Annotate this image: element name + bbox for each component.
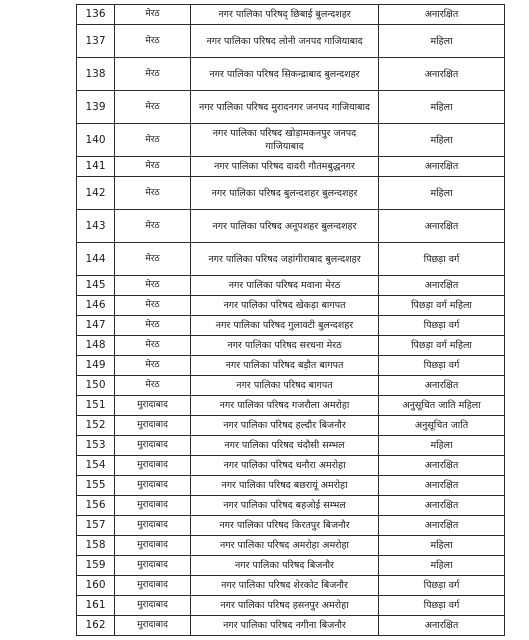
municipality-name-text: नगर पालिका परिषद बड़ौत बागपत [225,360,344,371]
reservation-category-cell: महिला [379,556,505,576]
table-row [77,436,505,456]
row-number-cell: 148 [77,336,115,356]
municipality-name-cell [191,616,379,636]
division-cell: मेरठ [115,91,191,124]
table-row [77,177,505,210]
table-row [77,496,505,516]
table-row [77,416,505,436]
table-row [77,316,505,336]
municipality-name-text: नगर पालिका परिषद गजरौला अमरोहा [219,400,350,411]
municipality-name-cell [191,124,379,157]
table-row [77,210,505,243]
municipality-name-text: नगर पालिका परिषद खोड़ामकनपुर जनपद गाजियाबाद [212,128,357,152]
division-cell: मुरादाबाद [115,396,191,416]
reservation-category-cell: अनारक्षित [379,376,505,396]
table-row [77,536,505,556]
reservation-category-cell: अनुसूचित जाति महिला [379,396,505,416]
municipality-name-cell [191,516,379,536]
row-number-cell: 139 [77,91,115,124]
municipality-name-cell [191,496,379,516]
municipality-name-cell [191,456,379,476]
row-number-cell: 155 [77,476,115,496]
municipality-name-cell [191,243,379,276]
row-number-cell: 146 [77,296,115,316]
row-number-cell: 137 [77,25,115,58]
division-cell: मुरादाबाद [115,576,191,596]
municipality-name-cell [191,58,379,91]
division-cell: मेरठ [115,177,191,210]
municipality-name-text: नगर पालिका परिषद बिजनौर [235,560,334,571]
municipality-name-text: नगर पालिका परिषद नगीना बिजनौर [223,620,346,631]
municipality-name-cell [191,296,379,316]
division-cell: मेरठ [115,376,191,396]
reservation-category-cell: अनारक्षित [379,476,505,496]
reservation-category-cell: अनारक्षित [379,456,505,476]
municipality-name-text: नगर पालिका परिषद मवाना मेरठ [228,280,341,291]
division-cell: मुरादाबाद [115,436,191,456]
reservation-category-cell: महिला [379,536,505,556]
table-row [77,5,505,25]
division-cell: मुरादाबाद [115,536,191,556]
municipality-name-text: नगर पालिका परिषद बहजोई सम्भल [223,500,346,511]
division-cell: मुरादाबाद [115,596,191,616]
division-cell: मेरठ [115,316,191,336]
division-cell: मेरठ [115,5,191,25]
municipality-name-cell [191,416,379,436]
municipality-name-text: नगर पालिका परिषद बछरायूं अमरोहा [221,480,348,491]
division-cell: मुरादाबाद [115,516,191,536]
division-cell: मेरठ [115,58,191,91]
document-page [76,4,504,636]
municipality-name-cell [191,376,379,396]
municipality-name-cell [191,5,379,25]
municipality-name-cell [191,210,379,243]
municipality-name-text: नगर पालिका परिषद शेरकोट बिजनौर [221,580,348,591]
table-row [77,243,505,276]
municipality-name-text: नगर पालिका परिषद मुरादनगर जनपद गाजियाबाद [199,101,370,113]
reservation-category-cell: महिला [379,124,505,157]
reservation-category-cell: अनारक्षित [379,210,505,243]
municipality-name-cell [191,157,379,177]
row-number-cell: 142 [77,177,115,210]
division-cell: मेरठ [115,296,191,316]
table-row [77,58,505,91]
municipality-name-text: नगर पालिका परिषद अमरोहा अमरोहा [220,540,349,551]
table-row [77,616,505,636]
table-row [77,356,505,376]
municipality-name-text: नगर पालिका परिषद सिकन्द्राबाद बुलन्दशहर [209,68,360,80]
division-cell: मुरादाबाद [115,496,191,516]
reservation-category-cell: अनुसूचित जाति [379,416,505,436]
reservation-category-cell: पिछड़ा वर्ग [379,576,505,596]
reservation-category-cell: पिछड़ा वर्ग महिला [379,336,505,356]
row-number-cell: 147 [77,316,115,336]
row-number-cell: 149 [77,356,115,376]
table-row [77,396,505,416]
reservation-category-cell: अनारक्षित [379,496,505,516]
table-row [77,157,505,177]
row-number-cell: 145 [77,276,115,296]
division-cell: मेरठ [115,210,191,243]
row-number-cell: 140 [77,124,115,157]
division-cell: मुरादाबाद [115,456,191,476]
municipality-name-cell [191,436,379,456]
division-cell: मुरादाबाद [115,416,191,436]
row-number-cell: 138 [77,58,115,91]
reservation-category-cell: महिला [379,177,505,210]
municipality-name-cell [191,177,379,210]
municipality-name-text: नगर पालिका परिषद किरतपुर बिजनौर [219,520,350,531]
reservation-category-cell: अनारक्षित [379,58,505,91]
row-number-cell: 157 [77,516,115,536]
municipality-name-text: नगर पालिका परिषद जहांगीराबाद बुलन्दशहर [208,253,361,265]
municipality-name-text: नगर पालिका परिषद बुलन्दशहर बुलन्दशहर [211,187,358,199]
reservation-table [76,4,505,636]
reservation-category-cell: पिछड़ा वर्ग [379,356,505,376]
row-number-cell: 141 [77,157,115,177]
municipality-name-text: नगर पालिका परिषद गुलावटी बुलन्दशहर [215,320,354,331]
division-cell: मुरादाबाद [115,616,191,636]
division-cell: मेरठ [115,157,191,177]
table-row [77,376,505,396]
row-number-cell: 154 [77,456,115,476]
municipality-name-text: नगर पालिका परिषद हसनपुर अमरोहा [220,600,349,611]
table-row [77,276,505,296]
row-number-cell: 158 [77,536,115,556]
reservation-category-cell: महिला [379,25,505,58]
municipality-name-text: नगर पालिका परिषद् छिबाई बुलन्दशहर [218,9,351,20]
municipality-name-cell [191,316,379,336]
municipality-name-cell [191,556,379,576]
row-number-cell: 153 [77,436,115,456]
reservation-category-cell: अनारक्षित [379,276,505,296]
division-cell: मेरठ [115,25,191,58]
division-cell: मेरठ [115,124,191,157]
row-number-cell: 143 [77,210,115,243]
municipality-name-cell [191,25,379,58]
municipality-name-text: नगर पालिका परिषद सरधना मेरठ [227,340,342,351]
municipality-name-text: नगर पालिका परिषद लोनी जनपद गाजियाबाद [206,35,363,47]
municipality-name-text: नगर पालिका परिषद खेकड़ा बागपत [223,300,346,311]
row-number-cell: 144 [77,243,115,276]
table-row [77,456,505,476]
municipality-name-text: नगर पालिका परिषद धनौरा अमरोहा [223,460,346,471]
municipality-name-cell [191,536,379,556]
municipality-name-cell [191,336,379,356]
municipality-name-cell [191,576,379,596]
municipality-name-cell [191,396,379,416]
municipality-name-cell [191,596,379,616]
reservation-category-cell: अनारक्षित [379,616,505,636]
table-row [77,476,505,496]
reservation-category-cell: पिछड़ा वर्ग [379,596,505,616]
municipality-name-text: नगर पालिका परिषद अनूपशहर बुलन्दशहर [212,220,357,232]
table-row [77,124,505,157]
reservation-category-cell: महिला [379,436,505,456]
row-number-cell: 151 [77,396,115,416]
reservation-category-cell: महिला [379,91,505,124]
division-cell: मेरठ [115,243,191,276]
municipality-name-cell [191,276,379,296]
municipality-name-cell [191,476,379,496]
reservation-category-cell: पिछड़ा वर्ग महिला [379,296,505,316]
reservation-category-cell: पिछड़ा वर्ग [379,316,505,336]
row-number-cell: 160 [77,576,115,596]
table-row [77,25,505,58]
reservation-category-cell: अनारक्षित [379,516,505,536]
division-cell: मेरठ [115,336,191,356]
row-number-cell: 136 [77,5,115,25]
row-number-cell: 152 [77,416,115,436]
municipality-name-cell [191,91,379,124]
reservation-category-cell: पिछड़ा वर्ग [379,243,505,276]
municipality-name-text: नगर पालिका परिषद हल्दौर बिजनौर [223,420,346,431]
division-cell: मेरठ [115,356,191,376]
table-row [77,596,505,616]
table-body [77,5,505,636]
municipality-name-text: नगर पालिका परिषद चंदौसी सम्भल [224,440,345,451]
row-number-cell: 162 [77,616,115,636]
division-cell: मेरठ [115,276,191,296]
table-row [77,336,505,356]
row-number-cell: 150 [77,376,115,396]
municipality-name-cell [191,356,379,376]
table-row [77,516,505,536]
table-row [77,296,505,316]
table-row [77,556,505,576]
row-number-cell: 161 [77,596,115,616]
division-cell: मुरादाबाद [115,476,191,496]
reservation-category-cell: अनारक्षित [379,5,505,25]
division-cell: मुरादाबाद [115,556,191,576]
table-row [77,91,505,124]
table-row [77,576,505,596]
row-number-cell: 159 [77,556,115,576]
reservation-category-cell: अनारक्षित [379,157,505,177]
municipality-name-text: नगर पालिका परिषद बागपत [236,380,333,391]
municipality-name-text: नगर पालिका परिषद दादरी गौतमबुद्धनगर [214,161,355,172]
row-number-cell: 156 [77,496,115,516]
